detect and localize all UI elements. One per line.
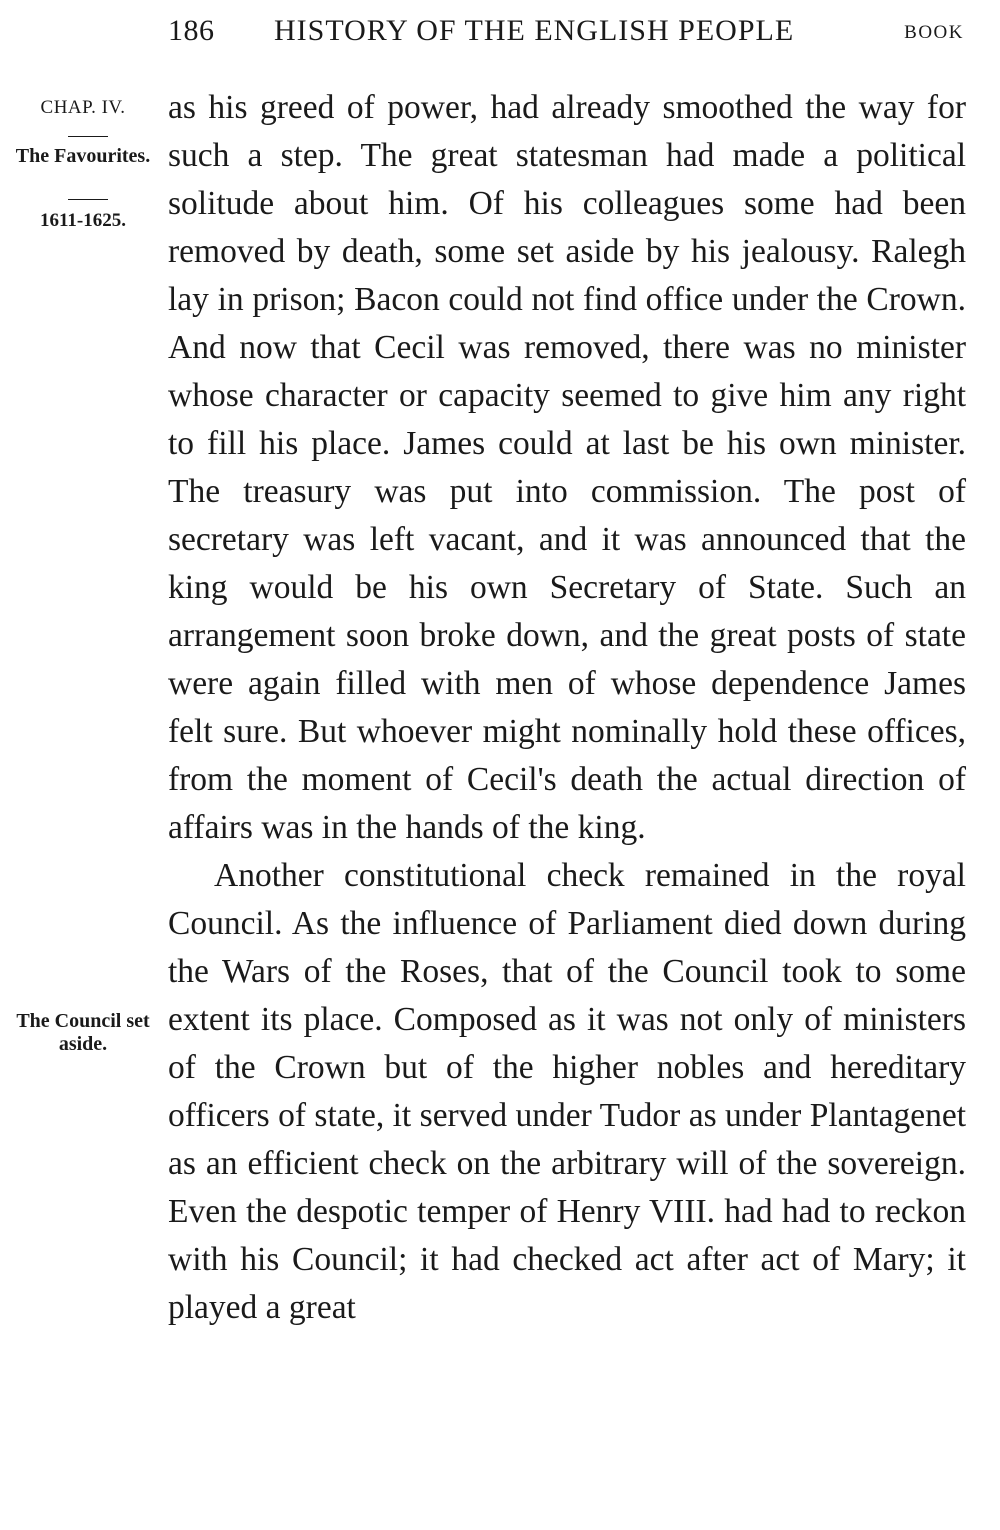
running-title: HISTORY OF THE ENGLISH PEOPLE xyxy=(274,14,795,47)
body-text xyxy=(168,84,966,1332)
page-number: 186 xyxy=(168,14,215,47)
running-head xyxy=(168,14,968,54)
margin-rule-top xyxy=(68,136,108,137)
book-label: BOOK xyxy=(904,22,964,43)
chapter-label: CHAP. IV. xyxy=(40,97,126,118)
side-note-council: The Council set aside. xyxy=(16,1010,150,1055)
section-title: The Favourites. xyxy=(15,145,151,167)
date-range: 1611-1625. xyxy=(39,210,127,231)
paragraph-1: as his greed of power, had already smoothed the way for such a step. The great statesman had made a political solitude about him. Of his colleagues some had been removed by death, some set aside by his jealousy. Ralegh lay in prison; Bacon could not find office under the Crown. And now that Cecil was removed, there was no minister whose character or capacity seemed to give him any right to fill his place. James could at last be his own minister. The treasury was put into commission. The post of secretary was left vacant, and it was announced that the king would be his own Secretary of State. Such an arrangement soon broke down, and the great posts of state were again filled with men of whose dependence James felt sure. But whoever might nominally hold these offices, from the moment of Cecil's death the actual direction of affairs was in the hands of the king. xyxy=(168,89,966,846)
paragraph-2: Another constitutional check remained in the royal Council. As the influence of Parliament died down during the Wars of the Roses, that of the Council took to some extent its place. Composed as it was not only of ministers of the Crown but of the higher nobles and hereditary officers of state, it served under Tudor as under Plantagenet as an efficient check on the arbitrary will of the sovereign. Even the despotic temper of Henry VIII. had had to reckon with his Council; it had checked act after act of Mary; it played a great xyxy=(168,857,966,1326)
margin-rule-bottom xyxy=(68,199,108,200)
